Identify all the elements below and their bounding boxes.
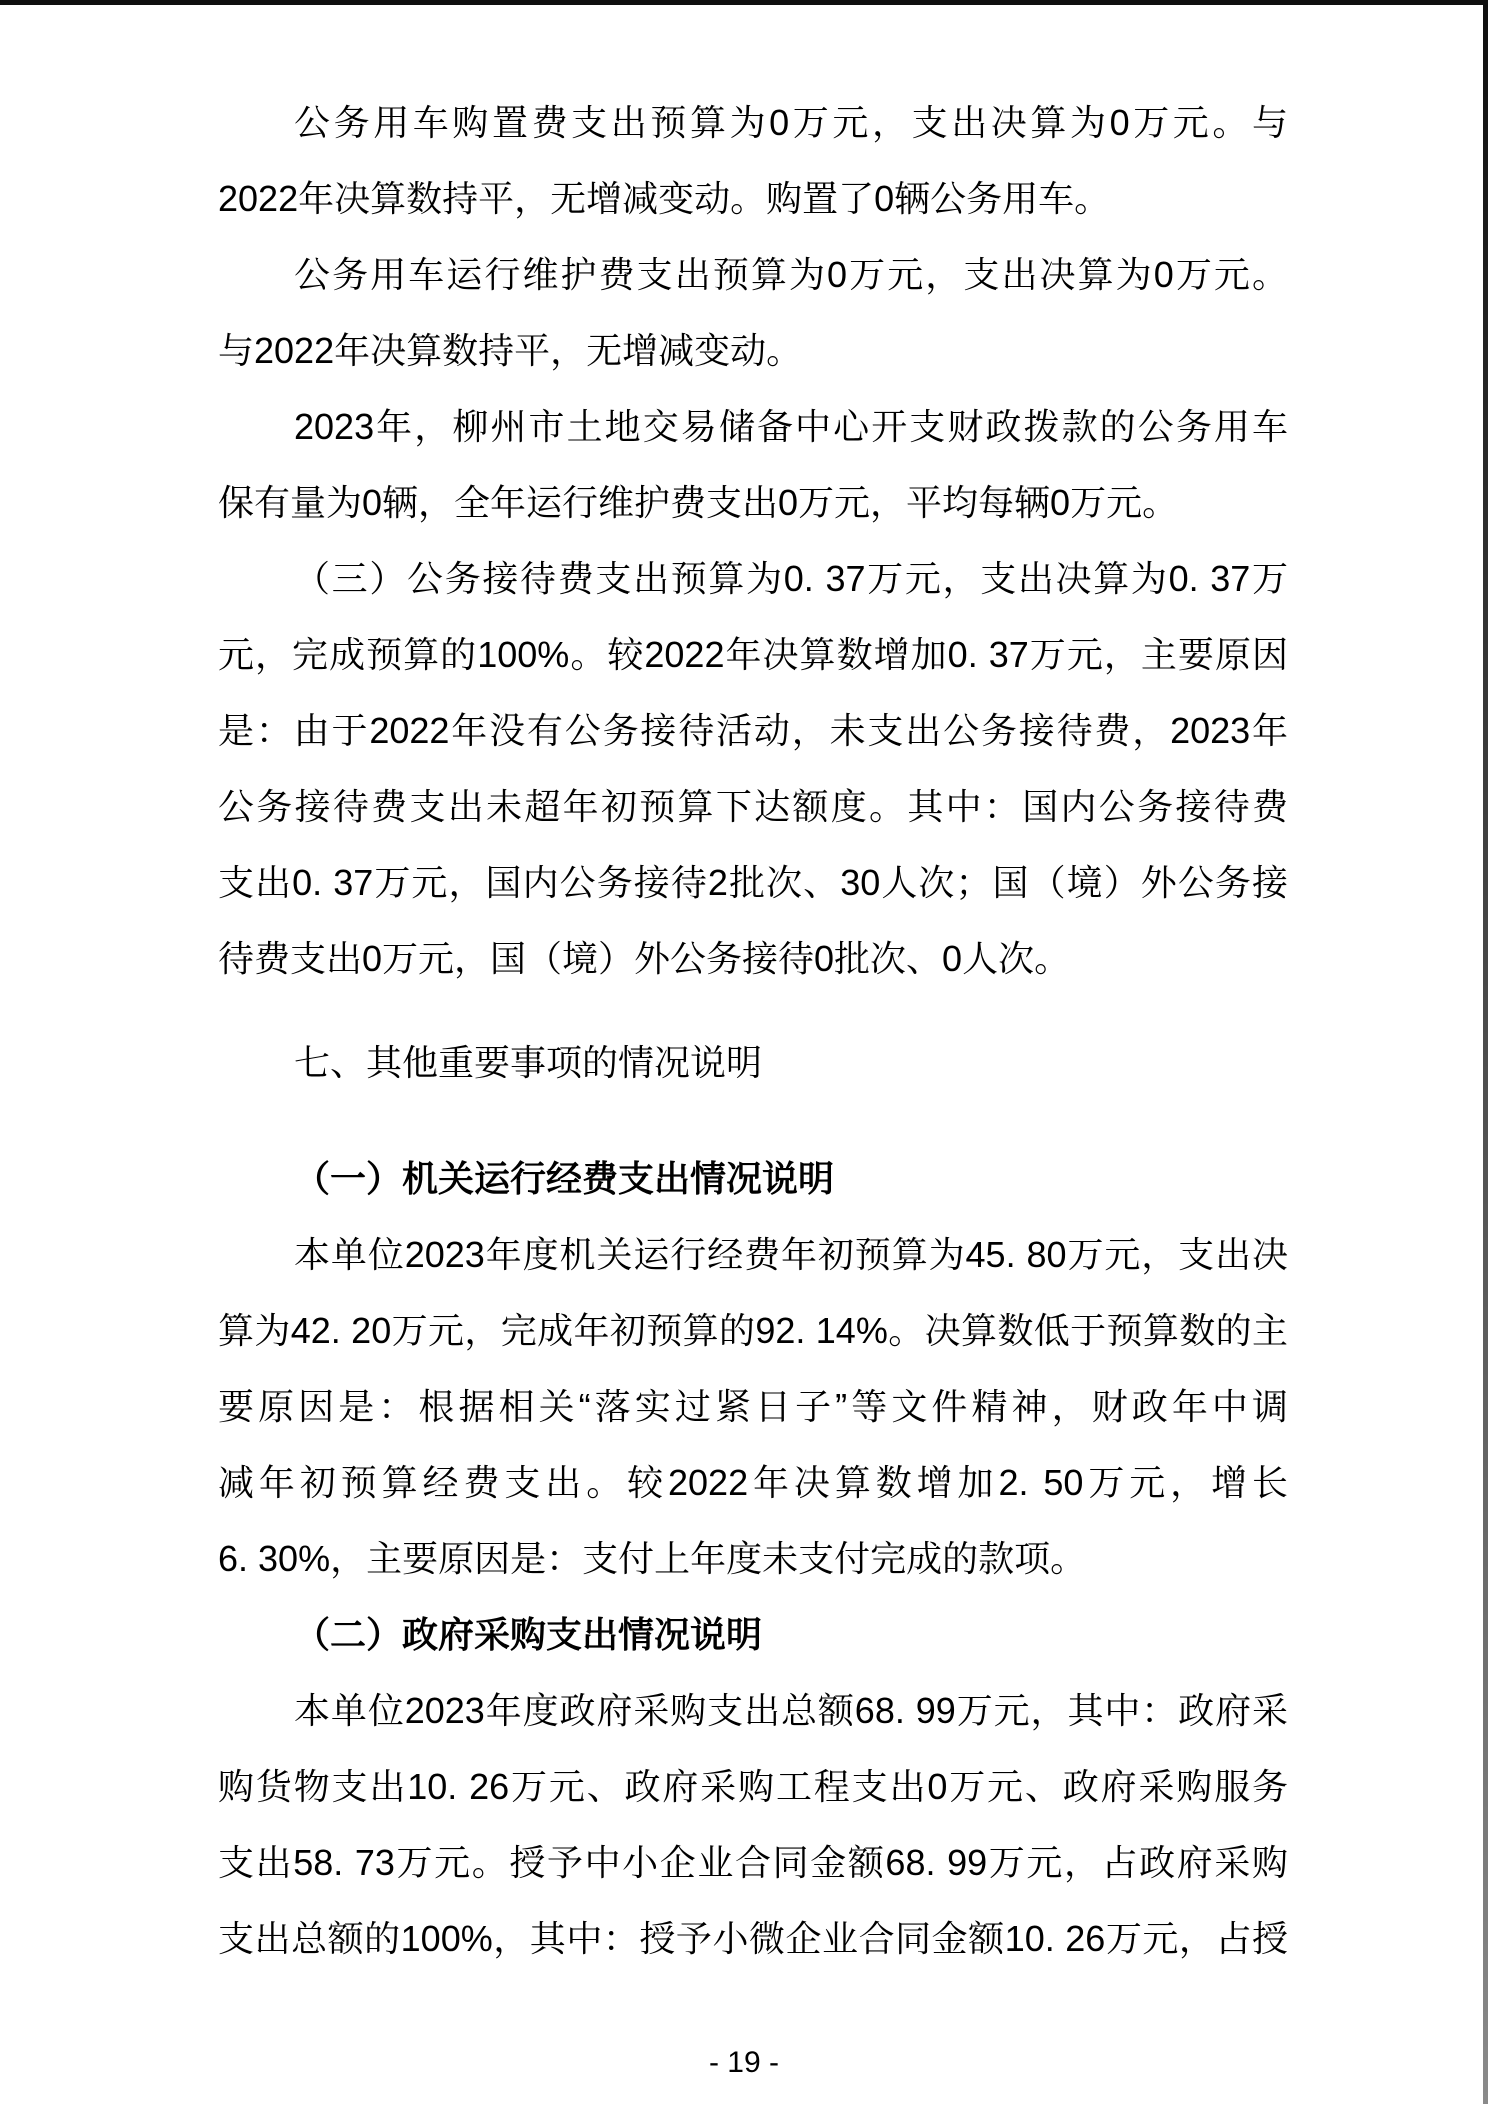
paragraph-line: 6. 30%，主要原因是：支付上年度未支付完成的款项。	[218, 1538, 1087, 1579]
paragraph-line: 2023年，柳州市土地交易储备中心开支财政拨款的公务用车	[294, 406, 1288, 447]
page-number: - 19 -	[708, 2046, 780, 2079]
paragraph-line: 要原因是：根据相关“落实过紧日子”等文件精神，财政年中调	[218, 1386, 1288, 1427]
subsection-heading: （二）政府采购支出情况说明	[294, 1614, 763, 1655]
top-scan-edge	[0, 0, 1488, 5]
subsection-heading: （一）机关运行经费支出情况说明	[294, 1158, 835, 1199]
paragraph-line: 公务接待费支出未超年初预算下达额度。其中：国内公务接待费	[218, 786, 1288, 827]
paragraph-line: 支出58. 73万元。授予中小企业合同金额68. 99万元，占政府采购	[218, 1842, 1288, 1883]
section-heading: 七、其他重要事项的情况说明	[294, 1042, 763, 1083]
paragraph-line: 与2022年决算数持平，无增减变动。	[218, 330, 803, 371]
paragraph-line: 算为42. 20万元，完成年初预算的92. 14%。决算数低于预算数的主	[218, 1310, 1288, 1351]
right-scan-edge	[1483, 0, 1488, 2104]
paragraph-line: 元，完成预算的100%。较2022年决算数增加0. 37万元，主要原因	[218, 634, 1288, 675]
paragraph-line: 减年初预算经费支出。较2022年决算数增加2. 50万元，增长	[218, 1462, 1288, 1503]
paragraph-line: 本单位2023年度政府采购支出总额68. 99万元，其中：政府采	[294, 1690, 1288, 1731]
paragraph-line: 待费支出0万元，国（境）外公务接待0批次、0人次。	[218, 938, 1071, 979]
paragraph-line: 本单位2023年度机关运行经费年初预算为45. 80万元，支出决	[294, 1234, 1288, 1275]
paragraph-line: 是：由于2022年没有公务接待活动，未支出公务接待费，2023年	[218, 710, 1288, 751]
paragraph-line: 保有量为0辆，全年运行维护费支出0万元，平均每辆0万元。	[218, 482, 1179, 523]
paragraph-line: 2022年决算数持平，无增减变动。购置了0辆公务用车。	[218, 178, 1111, 219]
paragraph-line: （三）公务接待费支出预算为0. 37万元，支出决算为0. 37万	[294, 558, 1288, 599]
paragraph-line: 公务用车运行维护费支出预算为0万元，支出决算为0万元。	[294, 254, 1288, 295]
paragraph-line: 支出总额的100%，其中：授予小微企业合同金额10. 26万元，占授	[218, 1918, 1288, 1959]
paragraph-line: 公务用车购置费支出预算为0万元，支出决算为0万元。与	[294, 102, 1288, 143]
document-content	[218, 85, 1288, 1977]
paragraph-line: 支出0. 37万元，国内公务接待2批次、30人次；国（境）外公务接	[218, 862, 1288, 903]
paragraph-line: 购货物支出10. 26万元、政府采购工程支出0万元、政府采购服务	[218, 1766, 1288, 1807]
